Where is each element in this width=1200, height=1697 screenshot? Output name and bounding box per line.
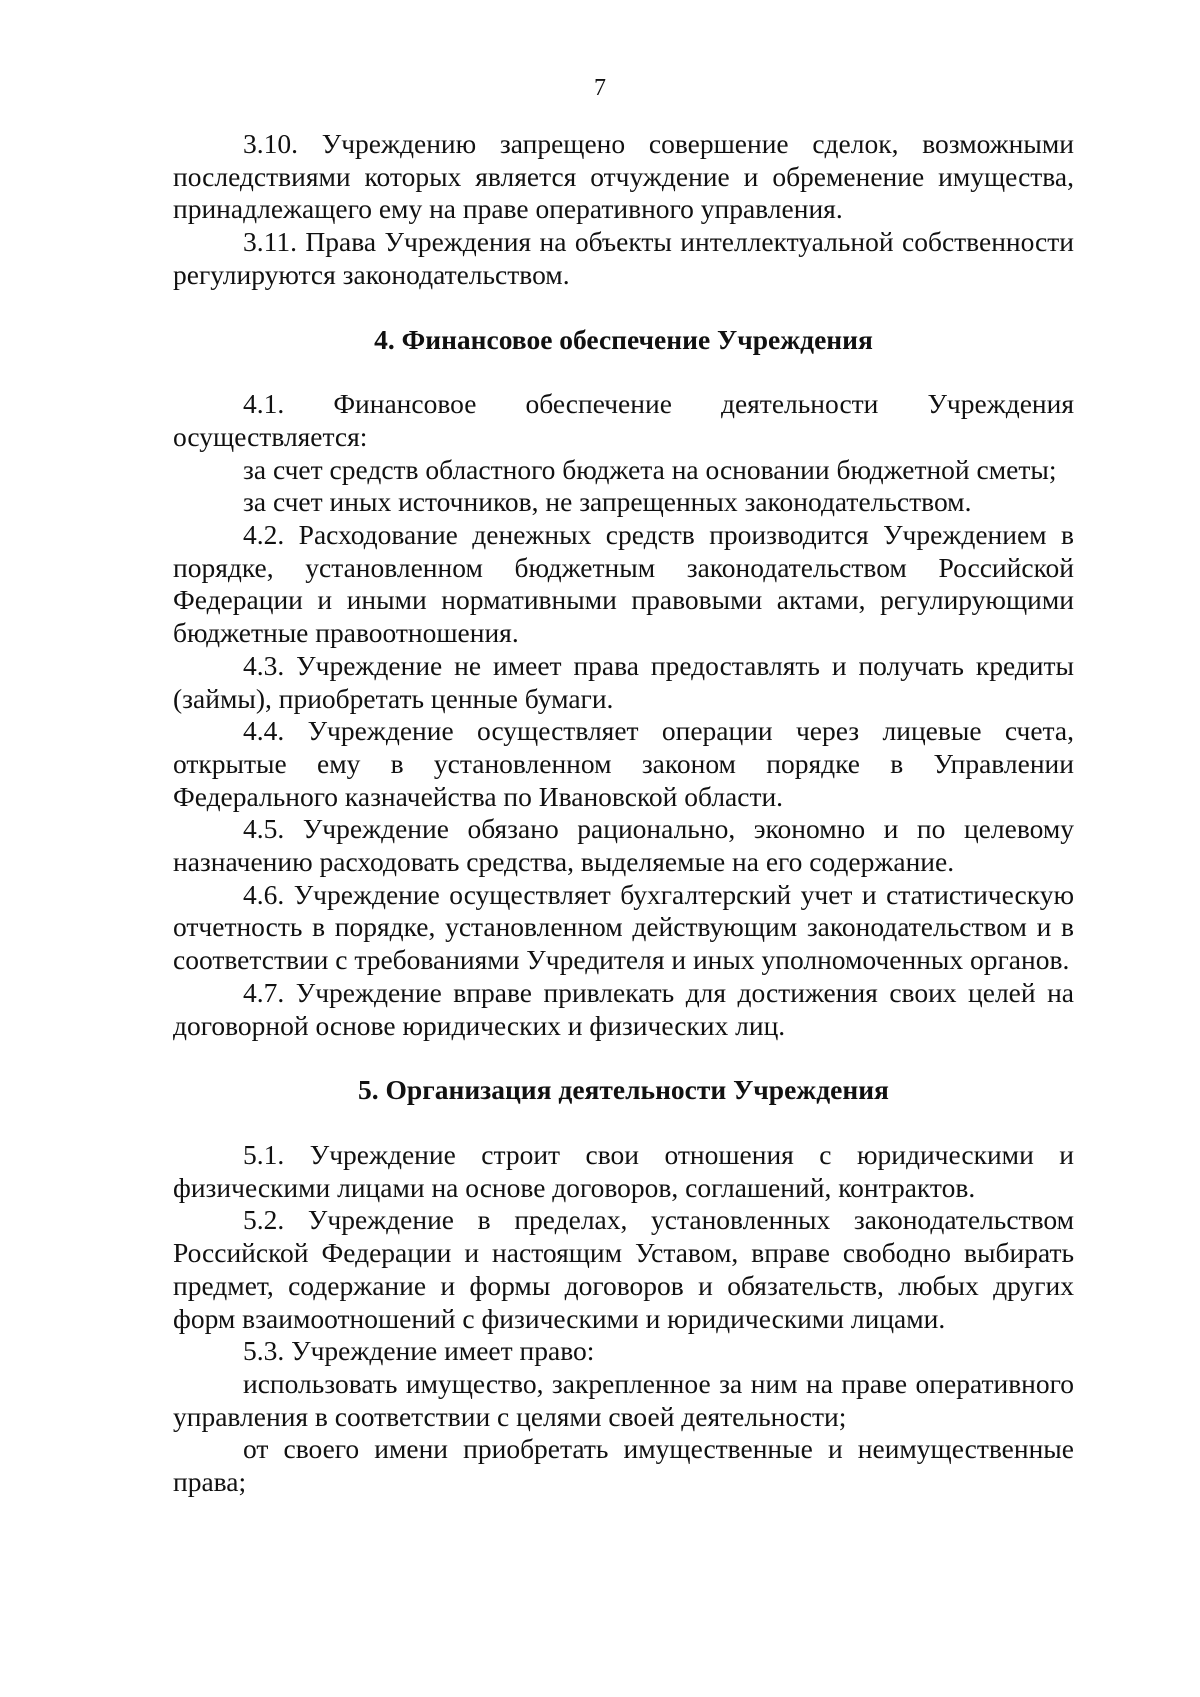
paragraph-4-1-item-2: за счет иных источников, не запрещенных законодательством. — [243, 486, 972, 518]
paragraph-4-2: 4.2. Расходование денежных средств производится Учреждением в порядке, установленном бюджетным законодательством Российской Федерации и иными нормативными правовыми актами, регулирующими бюджетные правоотношения. — [173, 519, 1074, 649]
document-body — [173, 128, 1074, 1499]
paragraph-4-1: 4.1. Финансовое обеспечение деятельности Учреждения осуществляется: — [173, 388, 1074, 452]
paragraph-4-4: 4.4. Учреждение осуществляет операции через лицевые счета, открытые ему в установленном законом порядке в Управлении Федерального казначейства по Ивановской области. — [173, 715, 1074, 812]
page-number: 7 — [594, 75, 606, 101]
paragraph-5-2: 5.2. Учреждение в пределах, установленных законодательством Российской Федерации и настоящим Уставом, вправе свободно выбирать предмет, содержание и формы договоров и обязательств, любых других форм взаимоотношений с физическими и юридическими лицами. — [173, 1204, 1074, 1334]
section-heading-4: 4. Финансовое обеспечение Учреждения — [374, 323, 873, 355]
paragraph-4-7: 4.7. Учреждение вправе привлекать для достижения своих целей на договорной основе юридических и физических лиц. — [173, 976, 1074, 1041]
paragraph-3-11: 3.11. Права Учреждения на объекты интеллектуальной собственности регулируются законодательством. — [173, 226, 1074, 290]
paragraph-5-3-item-1: использовать имущество, закрепленное за ним на праве оперативного управления в соответствии с целями своей деятельности; — [173, 1367, 1074, 1432]
paragraph-4-3: 4.3. Учреждение не имеет права предоставлять и получать кредиты (займы), приобретать ценные бумаги. — [173, 649, 1074, 714]
paragraph-3-10: 3.10. Учреждению запрещено совершение сделок, возможными последствиями которых является отчуждение и обременение имущества, принадлежащего ему на праве оперативного управления. — [173, 128, 1074, 225]
paragraph-4-6: 4.6. Учреждение осуществляет бухгалтерский учет и статистическую отчетность в порядке, установленном действующим законодательством и в соответствии с требованиями Учредителя и иных уполномоченных органов. — [173, 878, 1074, 976]
paragraph-5-1: 5.1. Учреждение строит свои отношения с юридическими и физическими лицами на основе договоров, соглашений, контрактов. — [173, 1138, 1074, 1203]
paragraph-4-1-item-1: за счет средств областного бюджета на основании бюджетной сметы; — [243, 453, 1057, 485]
paragraph-5-3: 5.3. Учреждение имеет право: — [243, 1335, 595, 1367]
paragraph-5-3-item-2: от своего имени приобретать имущественные и неимущественные права; — [173, 1433, 1074, 1498]
section-heading-5: 5. Организация деятельности Учреждения — [358, 1074, 889, 1106]
paragraph-4-5: 4.5. Учреждение обязано рационально, экономно и по целевому назначению расходовать средства, выделяемые на его содержание. — [173, 813, 1074, 878]
